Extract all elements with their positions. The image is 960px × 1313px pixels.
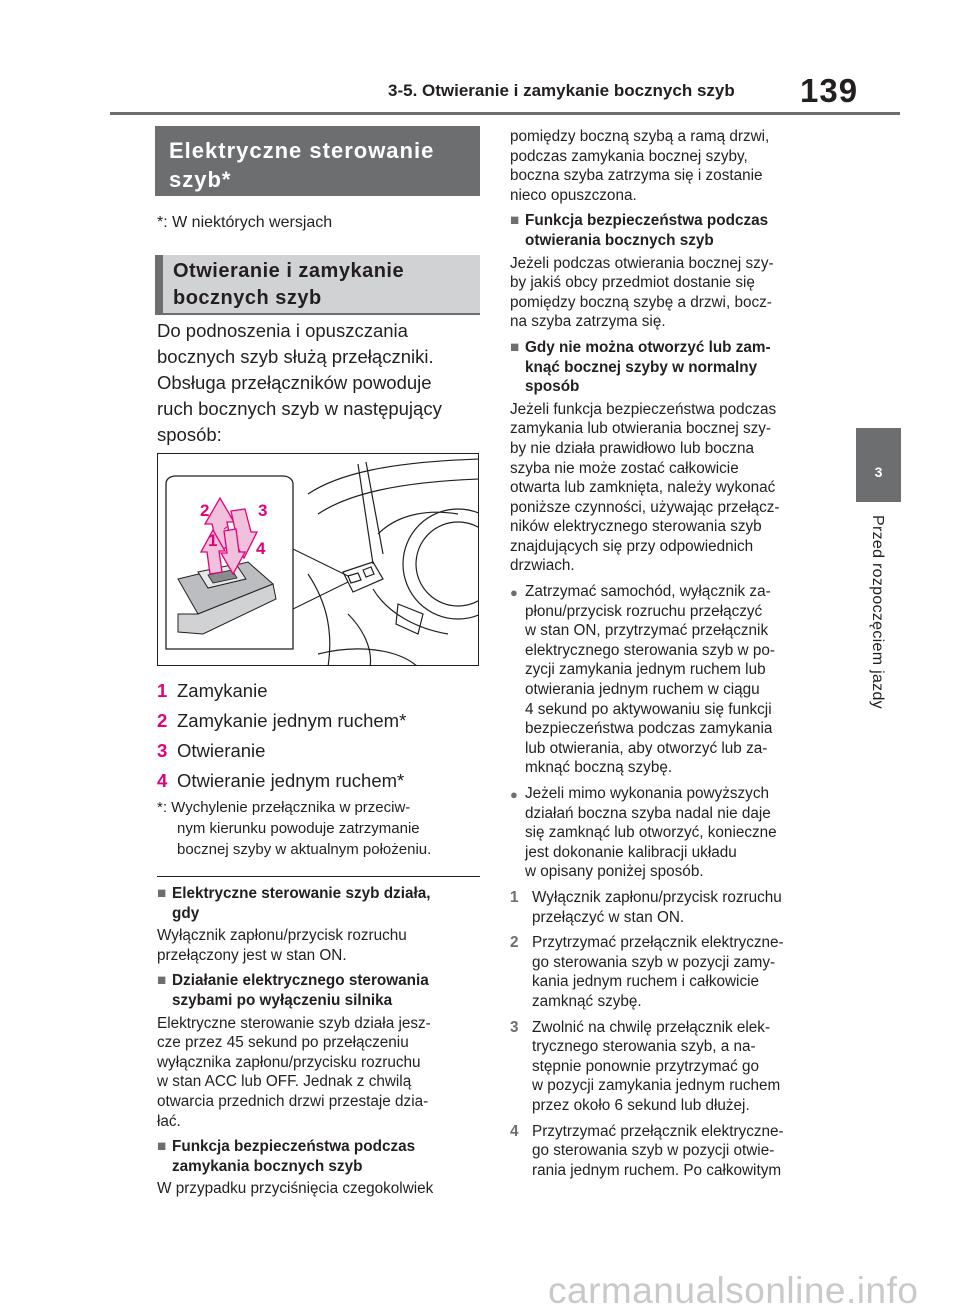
circle-bullet-icon: ● — [510, 585, 518, 601]
text-line: mknąć boczną szybę. — [525, 759, 673, 777]
paragraph — [157, 1014, 487, 1132]
paragraph — [157, 1179, 487, 1199]
text-line: lub otwierania, aby otworzyć lub za- — [525, 739, 768, 757]
text-line: Jeżeli funkcja bezpieczeństwa podczas — [510, 400, 777, 418]
list-item — [157, 766, 406, 796]
heading-line: gdy — [172, 904, 200, 922]
text-line: znajdujących się przy odpowiednich — [510, 537, 754, 555]
step-number: 2 — [510, 934, 519, 952]
heading-line: szybami po wyłączeniu silnika — [172, 991, 393, 1009]
item-text: Zamykanie jednym ruchem* — [177, 710, 407, 731]
text-line: rania jednym ruchem. Po całkowitym — [532, 1161, 782, 1179]
text-line: poniższe czynności, używając przełącz- — [510, 498, 780, 516]
square-bullet-icon: ■ — [157, 972, 167, 990]
paragraph — [510, 254, 840, 332]
text-line: w pozycji zamykania jednym ruchem — [532, 1077, 781, 1095]
right-column — [510, 127, 840, 1180]
section-divider — [157, 876, 480, 877]
figure-label-4: 4 — [256, 539, 266, 558]
item-number: 2 — [157, 710, 168, 731]
bullet-item — [510, 784, 840, 882]
text-line: łać. — [157, 1112, 181, 1130]
text-line: zamykania lub otwierania bocznej szy- — [510, 420, 772, 438]
item-number: 3 — [157, 740, 168, 761]
subsection-heading — [510, 211, 840, 250]
footnote-line: bocznej szyby w aktualnym położeniu. — [177, 841, 432, 858]
subsection-heading — [157, 1137, 487, 1176]
text-line: Wyłącznik zapłonu/przycisk rozruchu — [157, 927, 407, 945]
text-line: drzwiach. — [510, 557, 575, 575]
heading-line: zamykania bocznych szyb — [172, 1157, 363, 1175]
text-line: ników elektrycznego sterowania szyb — [510, 518, 762, 536]
text-line: trycznego sterowania szyb, a na- — [532, 1038, 756, 1056]
subsection-heading — [157, 884, 487, 923]
text-line: pomiędzy boczną szybę a drzwi, bocz- — [510, 293, 772, 311]
paragraph — [510, 400, 840, 576]
list-item — [157, 736, 406, 766]
heading-line: otwierania bocznych szyb — [525, 231, 714, 249]
text-line: na szyba zatrzyma się. — [510, 313, 666, 331]
text-line: elektrycznego sterowania szyb w po- — [525, 641, 775, 659]
figure-label-1: 1 — [208, 531, 218, 550]
intro-line: sposób: — [157, 424, 222, 445]
intro-line: bocznych szyb służą przełączniki. — [157, 346, 434, 367]
figure-label-3: 3 — [258, 501, 268, 520]
header-divider — [110, 112, 900, 115]
step-item — [510, 888, 840, 927]
text-line: przełączyć w stan ON. — [532, 908, 685, 926]
text-line: Jeżeli mimo wykonania powyższych — [525, 785, 769, 802]
intro-line: ruch bocznych szyb w następujący — [157, 398, 442, 419]
step-item — [510, 1122, 840, 1181]
text-line: go sterowania szyb w pozycji zamy- — [532, 953, 776, 971]
figure-label-2: 2 — [200, 501, 210, 520]
intro-line: Obsługa przełączników powoduje — [157, 372, 432, 393]
chapter-title: Przed rozpoczęciem jazdy — [869, 515, 886, 709]
text-line: otwarta lub zamknięta, należy wykonać — [510, 479, 776, 497]
main-heading — [155, 126, 480, 196]
text-line: kania jednym ruchem i całkowicie — [532, 973, 759, 991]
bullet-item — [510, 582, 840, 778]
text-line: zamknąć szybę. — [532, 992, 642, 1010]
item-number: 4 — [157, 770, 168, 791]
footnote-line: *: Wychylenie przełącznika w przeciw- — [157, 799, 411, 816]
square-bullet-icon: ■ — [157, 885, 167, 902]
step-number: 1 — [510, 888, 519, 906]
step-number: 4 — [510, 1122, 519, 1140]
footnote-line: nym kierunku powoduje zatrzymanie — [177, 820, 420, 837]
text-line: cze przez 45 sekund po przełączeniu — [157, 1034, 409, 1052]
heading-line: Funkcja bezpieczeństwa podczas — [172, 1138, 416, 1156]
heading-line: Funkcja bezpieczeństwa podczas — [525, 212, 769, 230]
text-line: otwarcia przednich drzwi przestaje dzia- — [157, 1092, 429, 1110]
list-item — [157, 706, 406, 736]
square-bullet-icon: ■ — [157, 1138, 167, 1156]
text-line: Przytrzymać przełącznik elektryczne- — [532, 934, 784, 952]
text-line: W przypadku przyciśnięcia czegokolwiek — [157, 1180, 434, 1198]
text-line: pomiędzy boczną szybą a ramą drzwi, — [510, 128, 770, 145]
text-line: Zwolnić na chwilę przełącznik elek- — [532, 1018, 771, 1036]
text-line: przez około 6 sekund lub dłużej. — [532, 1096, 750, 1114]
page-number: 139 — [800, 72, 859, 109]
text-line: podczas zamykania bocznej szyby, — [510, 147, 748, 165]
text-line: szyba nie może zostać całkowicie — [510, 459, 739, 477]
text-line: przełączony jest w stan ON. — [157, 946, 347, 964]
text-line: by nie działa prawidłowo lub boczna — [510, 439, 755, 457]
text-line: boczna szyba zatrzyma się i zostanie — [510, 167, 763, 185]
square-bullet-icon: ■ — [510, 338, 520, 356]
text-line: Przytrzymać przełącznik elektryczne- — [532, 1122, 784, 1140]
heading-line: Gdy nie można otworzyć lub zam- — [525, 338, 771, 356]
item-text: Zamykanie — [177, 680, 268, 701]
text-line: w stan ACC lub OFF. Jednak z chwilą — [157, 1073, 412, 1091]
text-line: w stan ON, przytrzymać przełącznik — [525, 622, 769, 640]
text-line: 4 sekund po aktywowaniu się funkcji — [525, 700, 772, 718]
window-switch-illustration — [157, 453, 479, 666]
text-line: stępnie ponownie przytrzymać go — [532, 1057, 760, 1075]
text-line: nieco opuszczona. — [510, 186, 637, 204]
circle-bullet-icon: ● — [510, 787, 518, 802]
door-panel-drawing — [158, 454, 479, 666]
text-line: go sterowania szyb w pozycji otwie- — [532, 1142, 775, 1160]
subsection-heading — [157, 971, 487, 1010]
main-heading-line: szyb* — [169, 167, 232, 192]
square-bullet-icon: ■ — [510, 212, 520, 230]
main-heading-note: *: W niektórych wersjach — [157, 214, 333, 231]
heading-line: knąć bocznej szyby w normalny — [525, 358, 758, 376]
text-line: działań boczna szyba nadal nie daje — [525, 804, 771, 822]
main-heading-line: Elektryczne sterowanie — [169, 138, 435, 163]
text-line: Zatrzymać samochód, wyłącznik za- — [525, 583, 771, 601]
sub-heading-line: Otwieranie i zamykanie — [173, 260, 405, 282]
item-number: 1 — [157, 680, 168, 701]
paragraph — [510, 127, 840, 205]
sub-heading-line: bocznych szyb — [173, 287, 322, 309]
text-line: się zamknąć lub otworzyć, konieczne — [525, 824, 777, 842]
section-title: 3-5. Otwieranie i zamykanie bocznych szyb — [388, 81, 735, 100]
intro-line: Do podnoszenia i opuszczania — [157, 320, 408, 341]
sub-heading — [155, 255, 480, 315]
step-item — [510, 933, 840, 1011]
step-item — [510, 1018, 840, 1116]
heading-line: Elektryczne sterowanie szyb działa, — [172, 885, 431, 902]
subsection-heading — [510, 338, 840, 397]
step-number: 3 — [510, 1018, 519, 1036]
text-line: Wyłącznik zapłonu/przycisk rozruchu — [532, 888, 782, 906]
text-line: by jakiś obcy przedmiot dostanie się — [510, 274, 755, 292]
item-text: Otwieranie jednym ruchem* — [177, 770, 405, 791]
text-line: otwierania jednym ruchem w ciągu — [525, 681, 760, 699]
text-line: jest dokonanie kalibracji układu — [525, 843, 737, 861]
figure-footnote — [157, 797, 487, 860]
intro-paragraph — [157, 318, 487, 448]
figure-legend — [157, 676, 406, 796]
paragraph — [157, 926, 487, 965]
text-line: płonu/przycisk rozruchu przełączyć — [525, 602, 763, 620]
item-text: Otwieranie — [177, 740, 266, 761]
text-line: bezpieczeństwa podczas zamykania — [525, 720, 773, 738]
watermark: carmanualsonline.info — [548, 1270, 919, 1311]
list-item — [157, 676, 406, 706]
text-line: w opisany poniżej sposób. — [525, 863, 704, 881]
chapter-tab: 3 — [856, 428, 901, 502]
left-column — [157, 884, 487, 1203]
text-line: wyłącznika zapłonu/przycisku rozruchu — [157, 1053, 421, 1071]
text-line: Elektryczne sterowanie szyb działa jesz- — [157, 1014, 431, 1032]
text-line: zycji zamykania jednym ruchem lub — [525, 661, 766, 679]
text-line: Jeżeli podczas otwierania bocznej szy- — [510, 254, 774, 272]
heading-line: sposób — [525, 378, 580, 396]
heading-line: Działanie elektrycznego sterowania — [172, 972, 429, 990]
